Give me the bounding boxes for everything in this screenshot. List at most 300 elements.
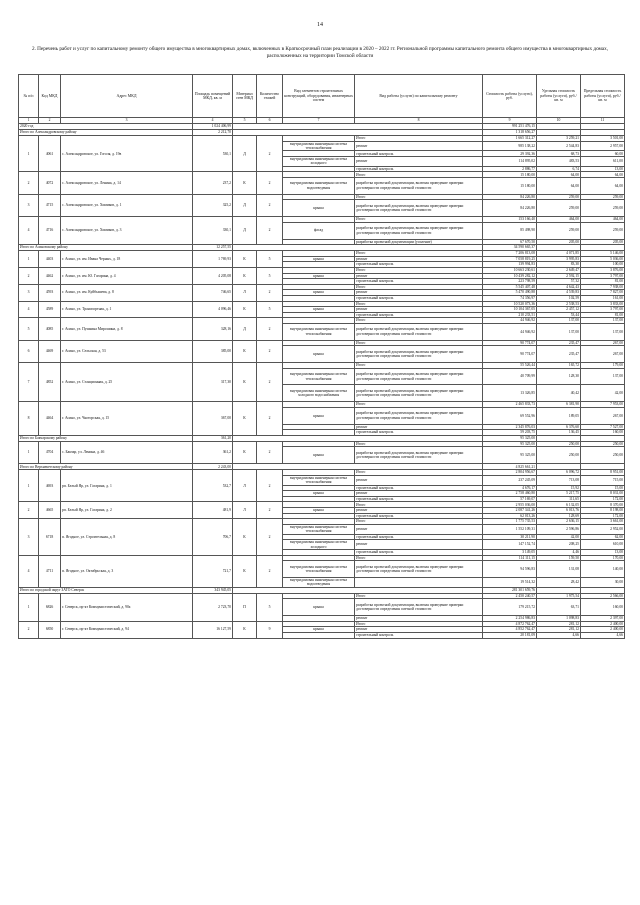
max-unit-cost: 267,00 (581, 407, 625, 424)
work-type: разработка проектной документации, включая проведение проверки достоверности определения сметной стоимости (355, 178, 483, 195)
max-unit-cost: 610,00 (581, 540, 625, 550)
work-type: разработка проектной документации, включая проведение проверки достоверности определения сметной стоимости (355, 561, 483, 578)
work-cost: 5 470 490,88 (483, 290, 537, 296)
total-cost: 95 325,00 (483, 435, 537, 441)
work-cost: 15 180,00 (483, 172, 537, 178)
floors: 2 (257, 519, 283, 555)
work-cost: 10 104 367,05 (483, 307, 537, 313)
wall-material: Л (233, 284, 257, 301)
total-label: 2020 год (19, 124, 193, 130)
house-address: п. Ягодное, ул. Строительная, д. 8 (61, 519, 193, 555)
work-type: Итого (355, 172, 483, 178)
max-unit-cost: 8 951,00 (581, 470, 625, 476)
work-cost: 84 226,80 (483, 194, 537, 200)
max-unit-cost: 3 833,00 (581, 301, 625, 307)
house-area: 530,1 (193, 136, 233, 172)
row-number: 1 (19, 470, 39, 502)
work-type: строительный контроль (355, 166, 483, 172)
work-type: ремонт (355, 616, 483, 622)
table-body (19, 124, 625, 639)
max-unit-cost: 2 400,00 (581, 627, 625, 633)
work-cost: 2 450 240,57 (483, 593, 537, 599)
unit-cost: 111,65 (537, 496, 581, 502)
house-address: рп. Белый Яр, ул. Гагарина, д. 1 (61, 470, 193, 502)
max-unit-cost: 250,00 (581, 441, 625, 447)
work-cost: 2 087 341,26 (483, 508, 537, 514)
max-unit-cost: 7 827,00 (581, 290, 625, 296)
unit-cost: 137,00 (537, 318, 581, 324)
work-cost: 59 203,75 (483, 430, 537, 436)
total-area: 12 257,55 (193, 245, 233, 251)
unit-cost: 250,00 (537, 441, 581, 447)
max-unit-cost: 42,00 (581, 385, 625, 402)
unit-cost: 83,30 (537, 262, 581, 268)
house-code: 4704 (39, 441, 61, 463)
unit-cost: 63,71 (537, 599, 581, 616)
element-type: крыша (283, 447, 355, 464)
work-cost: 74 356,97 (483, 295, 537, 301)
work-type: разработка проектной документации, включая проведение проверки достоверности определения сметной стоимости (355, 368, 483, 385)
house-address: с. Бакчар, ул. Ленина, д. 46 (61, 441, 193, 463)
max-unit-cost: 137,00 (581, 368, 625, 385)
work-type: Итого (355, 621, 483, 627)
unit-cost: 2 649,47 (537, 267, 581, 273)
work-cost: 114 111,15 (483, 555, 537, 561)
wall-material: К (233, 402, 257, 436)
column-number: 10 (537, 118, 581, 124)
unit-cost: 128,30 (537, 368, 581, 385)
house-code: 4693 (39, 470, 61, 502)
work-cost: 55 526,44 (483, 363, 537, 369)
floors: 2 (257, 217, 283, 245)
row-number: 3 (19, 194, 39, 216)
house-area: 746,65 (193, 284, 233, 301)
work-type: ремонт (355, 475, 483, 485)
column-header: Код МКД (39, 75, 61, 118)
unit-cost: 6 376,60 (537, 424, 581, 430)
work-cost: 29 392,36 (483, 151, 537, 157)
work-cost: 223 798,59 (483, 279, 537, 285)
house-area: 325,2 (193, 194, 233, 216)
element-type: крыша (283, 627, 355, 633)
row-number: 2 (19, 502, 39, 519)
unit-cost: 464,00 (537, 217, 581, 223)
work-cost: 95 325,00 (483, 447, 537, 464)
max-unit-cost: 2 400,00 (581, 621, 625, 627)
unit-cost: 205,00 (537, 239, 581, 245)
work-type: Итого (355, 555, 483, 561)
element-type: внутридомовая инженерная система водоотведения (283, 178, 355, 195)
floors: 2 (257, 318, 283, 340)
floors: 5 (257, 267, 283, 284)
max-unit-cost: 172,00 (581, 513, 625, 519)
house-address: г. Асино, ул. Транспортная, д. 1 (61, 301, 193, 318)
work-cost: 179 215,72 (483, 599, 537, 616)
work-cost: 84 226,80 (483, 200, 537, 217)
element-type: крыша (283, 256, 355, 262)
max-unit-cost: 64,00 (581, 178, 625, 195)
unit-cost: 159,50 (537, 555, 581, 561)
column-number: 2 (39, 118, 61, 124)
unit-cost: 2 544,83 (537, 141, 581, 151)
wall-material: Д (233, 136, 257, 172)
house-area: 721,7 (193, 555, 233, 587)
house-address: п. Ягодное, ул. Октябрьская, д. 3 (61, 555, 193, 587)
max-unit-cost: 7 527,00 (581, 424, 625, 430)
max-unit-cost: 267,00 (581, 340, 625, 346)
element-type: крыша (283, 290, 355, 296)
work-type: ремонт (355, 508, 483, 514)
unit-cost: 4 642,43 (537, 284, 581, 290)
max-unit-cost: 250,00 (581, 447, 625, 464)
work-type: строительный контроль (355, 151, 483, 157)
work-cost: 90 774,07 (483, 346, 537, 363)
work-type: строительный контроль (355, 534, 483, 540)
row-number: 4 (19, 301, 39, 318)
unit-cost: 64,00 (537, 178, 581, 195)
house-code: 6718 (39, 519, 61, 555)
work-type: ремонт (355, 157, 483, 167)
house-code: 4593 (39, 284, 61, 301)
work-type: разработка проектной документации, включая проведение проверки достоверности определения сметной стоимости (355, 222, 483, 239)
total-cost: 34 590 665,37 (483, 245, 537, 251)
work-cost: 7 058 819,25 (483, 256, 537, 262)
unit-cost: 4 539,83 (537, 290, 581, 296)
unit-cost: 2 538,53 (537, 301, 581, 307)
work-type: строительный контроль (355, 295, 483, 301)
unit-cost: 57,32 (537, 279, 581, 285)
column-number: 1 (19, 118, 39, 124)
total-label: Итого по городской округ ЗАТО Северск (19, 587, 193, 593)
table-header (19, 75, 625, 124)
wall-material: К (233, 172, 257, 194)
house-area: 385,00 (193, 340, 233, 362)
unit-cost: 4,66 (537, 632, 581, 638)
wall-material: К (233, 301, 257, 318)
work-cost: 19 514,32 (483, 578, 537, 588)
row-number: 3 (19, 519, 39, 555)
unit-cost: 28,42 (537, 578, 581, 588)
work-type: Итого (355, 470, 483, 476)
row-number: 4 (19, 217, 39, 245)
work-cost: 44 946,92 (483, 323, 537, 340)
work-cost: 10 439 282,12 (483, 273, 537, 279)
column-header: Площадь помещений МКД, кв. м (193, 75, 233, 118)
work-type: ремонт (355, 627, 483, 633)
work-cost: 10 520 073,36 (483, 301, 537, 307)
total-label: Итого по Александровскому району (19, 130, 193, 136)
work-cost: 20 181,09 (483, 632, 537, 638)
unit-cost: 64,00 (537, 172, 581, 178)
unit-cost: 281,12 (537, 627, 581, 633)
max-unit-cost: 172,00 (581, 496, 625, 502)
column-number: 3 (61, 118, 193, 124)
row-number: 5 (19, 318, 39, 340)
element-type: внутридомовая инженерная система теплоснабжения (283, 524, 355, 534)
house-code: 4589 (39, 301, 61, 318)
work-type: Итого (355, 519, 483, 525)
unit-cost: 2 592,15 (537, 273, 581, 279)
work-type: Итого (355, 318, 483, 324)
row-number: 7 (19, 363, 39, 402)
house-address: г. Асино, ул. Чкоторская, д. 15 (61, 402, 193, 436)
column-header: Адрес МКД (61, 75, 193, 118)
max-unit-cost: 8 370,00 (581, 502, 625, 508)
element-type: крыша (283, 200, 355, 217)
work-type: строительный контроль (355, 496, 483, 502)
max-unit-cost: 30,00 (581, 578, 625, 588)
element-type: крыша (283, 346, 355, 363)
work-cost: 5 545 407,48 (483, 284, 537, 290)
unit-cost: 3 259,21 (537, 136, 581, 142)
column-header: № п/п (19, 75, 39, 118)
element-type: внутридомовая инженерная система теплоснабжения (283, 561, 355, 578)
max-unit-cost: 15,00 (581, 485, 625, 491)
house-code: 4462 (39, 267, 61, 284)
total-cost: 281 301 659,76 (483, 587, 537, 593)
column-number: 6 (257, 118, 283, 124)
house-address: г. Северск, пр-кт Коммунистический, д. 94 (61, 621, 193, 638)
unit-cost: 136,45 (537, 430, 581, 436)
element-type: внутридомовая инженерная система холодного (283, 157, 355, 167)
house-code: 4711 (39, 555, 61, 587)
unit-cost: 235,47 (537, 346, 581, 363)
max-unit-cost: 7 953,00 (581, 402, 625, 408)
total-label: Итого по Бакчарскому району (19, 435, 193, 441)
work-type: строительный контроль (355, 485, 483, 491)
max-unit-cost: 161,00 (581, 295, 625, 301)
max-unit-cost: 3 501,00 (581, 136, 625, 142)
work-type: разработка проектной документации, включая проведение проверки достоверности определения сметной стоимости (355, 447, 483, 464)
max-unit-cost: 3 797,00 (581, 307, 625, 313)
element-type: крыша (283, 491, 355, 497)
work-cost: 67 670,50 (483, 239, 537, 245)
work-type: Итого (355, 593, 483, 599)
unit-cost: 137,00 (537, 323, 581, 340)
unit-cost: 281,12 (537, 621, 581, 627)
work-cost: 2 804 956,67 (483, 470, 537, 476)
work-cost: 15 180,00 (483, 178, 537, 195)
element-type: крыша (283, 273, 355, 279)
wall-material: К (233, 555, 257, 587)
unit-cost: 483,53 (537, 157, 581, 167)
work-cost: 44 946,92 (483, 318, 537, 324)
max-unit-cost: 8 031,00 (581, 491, 625, 497)
unit-cost: 259,00 (537, 200, 581, 217)
column-header: Предельная стоимость работы (услуги), руб./кв. м (581, 75, 625, 118)
work-type: Итого (355, 194, 483, 200)
house-code: 4061 (39, 136, 61, 172)
work-cost: 1 775 735,53 (483, 519, 537, 525)
house-address: г. Асино, ул. Станционная, д. 25 (61, 363, 193, 402)
house-area: 237,2 (193, 172, 233, 194)
floors: 2 (257, 172, 283, 194)
max-unit-cost: 464,00 (581, 217, 625, 223)
house-address: с. Александровское, ул. Химиков, д. 1 (61, 194, 193, 216)
unit-cost: 3 995,83 (537, 256, 581, 262)
max-unit-cost: 205,00 (581, 239, 625, 245)
unit-cost: 4 071,85 (537, 251, 581, 257)
wall-material: К (233, 441, 257, 463)
max-unit-cost: 259,00 (581, 200, 625, 217)
work-type: ремонт (355, 256, 483, 262)
unit-cost: 102,59 (537, 295, 581, 301)
unit-cost: 128,69 (537, 513, 581, 519)
work-cost: 57 169,07 (483, 496, 537, 502)
work-cost: 4 872 762,47 (483, 621, 537, 627)
total-cost: 4 825 661,21 (483, 464, 537, 470)
work-cost: 985 138,22 (483, 141, 537, 151)
house-address: г. Асино, ул. Пушкина Мирошина, д. 8 (61, 318, 193, 340)
max-unit-cost: 2 957,00 (581, 141, 625, 151)
unit-cost: 6 132,05 (537, 502, 581, 508)
total-cost: 991 251 476,15 (483, 124, 537, 130)
max-unit-cost: 140,00 (581, 561, 625, 578)
house-address: г. Асино, ул. им. Ивана Черных, д. 18 (61, 251, 193, 268)
max-unit-cost: 2 397,00 (581, 616, 625, 622)
max-unit-cost: 715,00 (581, 475, 625, 485)
house-code: 4464 (39, 402, 61, 436)
house-area: 16 127,59 (193, 621, 233, 638)
unit-cost: 53,44 (537, 312, 581, 318)
max-unit-cost: 13,00 (581, 550, 625, 556)
row-number: 2 (19, 267, 39, 284)
work-type: ремонт (355, 290, 483, 296)
element-type: крыша (283, 307, 355, 313)
house-address: г. Асино, ул. им. Ю. Гагарина, д. 4 (61, 267, 193, 284)
work-cost: 85 498,90 (483, 222, 537, 239)
work-cost: 30 211,90 (483, 534, 537, 540)
max-unit-cost: 100,00 (581, 262, 625, 268)
document-title: 2. Перечень работ и услуг по капитальному ремонту общего имущества в многоквартирных домах, включенных в Краткосрочный план реализации в 2020 – 2022 гг. Региональной программы капитального ремонта общего имущества в многоквартирных домах, расположенных на территории Томской области (31, 46, 608, 59)
max-unit-cost: 259,00 (581, 194, 625, 200)
element-type: внутридомовая инженерная система водоотведения (283, 578, 355, 588)
floors: 2 (257, 136, 283, 172)
row-number: 1 (19, 136, 39, 172)
unit-cost: 6,74 (537, 166, 581, 172)
unit-cost: 5 217,75 (537, 491, 581, 497)
unit-cost: 6 096,72 (537, 470, 581, 476)
work-cost: 3 149,05 (483, 550, 537, 556)
house-code: 6826 (39, 593, 61, 621)
unit-cost: 4,46 (537, 550, 581, 556)
column-header: Количество этажей (257, 75, 283, 118)
element-type (283, 632, 355, 638)
max-unit-cost: 81,00 (581, 279, 625, 285)
work-type: разработка проектной документации, включая проведение проверки достоверности определения сметной стоимости (355, 346, 483, 363)
element-type: внутридомовая инженерная система холодного (283, 540, 355, 550)
work-cost: 13 326,85 (483, 385, 537, 402)
row-number: 4 (19, 555, 39, 587)
floors: 2 (257, 441, 283, 463)
work-type: Итого (355, 441, 483, 447)
work-type: ремонт (355, 273, 483, 279)
house-address: г. Северск, пр-кт Коммунистический, д. 90а (61, 593, 193, 621)
work-type: строительный контроль (355, 430, 483, 436)
work-type: разработка проектной документации, включая проведение проверки достоверности определения сметной стоимости (355, 200, 483, 217)
unit-cost: 2 636,15 (537, 519, 581, 525)
max-unit-cost: 259,00 (581, 222, 625, 239)
wall-material: П (233, 593, 257, 621)
floors: 2 (257, 284, 283, 301)
work-type: Итого (355, 363, 483, 369)
work-cost: 1 665 312,27 (483, 136, 537, 142)
floors: 2 (257, 470, 283, 502)
work-cost: 139 994,83 (483, 262, 537, 268)
work-cost: 40 709,99 (483, 368, 537, 385)
work-cost: 69 552,96 (483, 407, 537, 424)
wall-material: К (233, 251, 257, 268)
house-code: 4716 (39, 217, 61, 245)
element-type: внутридомовая инженерная система теплоснабжения (283, 141, 355, 151)
column-number: 5 (233, 118, 257, 124)
wall-material: К (233, 267, 257, 284)
house-area: 4 096,46 (193, 301, 233, 318)
work-cost: 114 895,02 (483, 157, 537, 167)
unit-cost: 15,92 (537, 485, 581, 491)
work-type: Итого (355, 301, 483, 307)
max-unit-cost: 137,00 (581, 323, 625, 340)
column-number: 11 (581, 118, 625, 124)
work-type: ремонт (355, 307, 483, 313)
unit-cost: 713,08 (537, 475, 581, 485)
work-type: разработка проектной документации, включая проведение проверки достоверности определения сметной стоимости (355, 385, 483, 402)
max-unit-cost: 137,00 (581, 318, 625, 324)
unit-cost: 2 596,86 (537, 524, 581, 534)
element-type: внутридомовая инженерная система теплоснабжения (283, 368, 355, 385)
work-cost: 153 166,40 (483, 217, 537, 223)
total-cost: 1 318 656,27 (483, 130, 537, 136)
work-cost: 94 596,83 (483, 561, 537, 578)
work-type: разработка проектной документации, включая проведение проверки достоверности определения сметной стоимости (355, 323, 483, 340)
unit-cost: 6 381,90 (537, 402, 581, 408)
max-unit-cost: 3 661,00 (581, 519, 625, 525)
row-number: 1 (19, 593, 39, 621)
row-number: 1 (19, 441, 39, 463)
work-type: разработка проектной документации, включая проведение проверки достоверности определения сметной стоимости (355, 599, 483, 616)
work-cost: 210 233,51 (483, 312, 537, 318)
work-cost: 2 465 833,73 (483, 402, 537, 408)
house-area: 706,7 (193, 519, 233, 555)
unit-cost: 131,08 (537, 561, 581, 578)
house-code: 6850 (39, 621, 61, 638)
max-unit-cost: 160,00 (581, 430, 625, 436)
element-type: внутридомовая инженерная система теплоснабжения (283, 323, 355, 340)
house-address: рп. Белый Яр, ул. Гагарина, д. 2 (61, 502, 193, 519)
element-type: крыша (283, 407, 355, 424)
max-unit-cost: 60,00 (581, 151, 625, 157)
total-area: 2 212,70 (193, 130, 233, 136)
unit-cost: 235,47 (537, 340, 581, 346)
unit-cost: 1 975,54 (537, 593, 581, 599)
house-area: 361,2 (193, 441, 233, 463)
house-address: г. Асино, ул. им. Куйбышева, д. 8 (61, 284, 193, 301)
total-label: Итого по Асиновскому району (19, 245, 193, 251)
work-type: Итого (355, 251, 483, 257)
unit-cost: 2 457,12 (537, 307, 581, 313)
max-unit-cost: 5 146,00 (581, 251, 625, 257)
work-type: строительный контроль (355, 632, 483, 638)
max-unit-cost: 3 876,00 (581, 267, 625, 273)
wall-material: К (233, 363, 257, 402)
wall-material: К (233, 340, 257, 362)
wall-material: Д (233, 217, 257, 245)
max-unit-cost: 81,00 (581, 312, 625, 318)
max-unit-cost: 2 952,00 (581, 524, 625, 534)
house-area: 532,7 (193, 470, 233, 502)
work-cost: 237 245,09 (483, 475, 537, 485)
wall-material: Д (233, 194, 257, 216)
